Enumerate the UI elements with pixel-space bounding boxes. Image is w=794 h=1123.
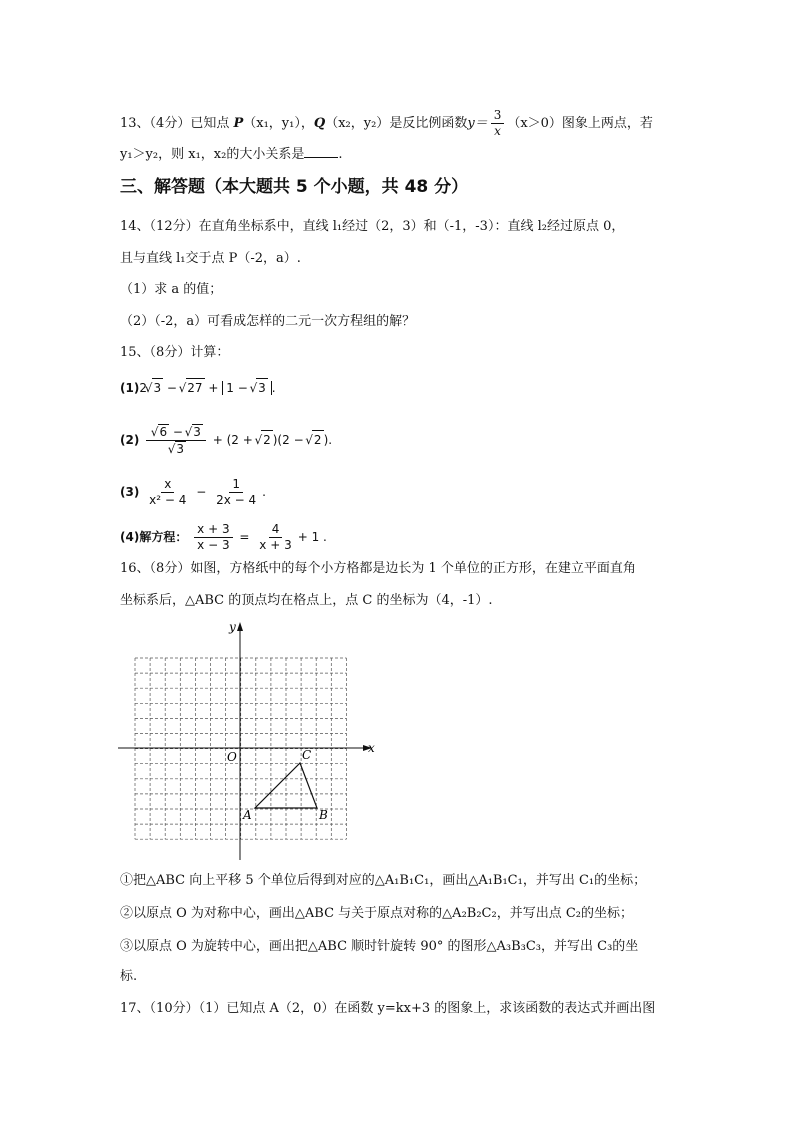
coordinate-grid-svg <box>118 618 378 863</box>
q15-head: 15、（8分）计算： <box>120 345 230 360</box>
section-title: 三、解答题（本大题共 5 个小题，共 48 分） <box>120 177 469 197</box>
x-axis-label: x <box>368 741 375 755</box>
answer-blank <box>304 145 338 158</box>
q15-part4: (4)解方程： $\frac{x + 3}{x - 3}$ = $\frac{4}{x + 3}$ + 1 . <box>120 522 327 552</box>
q13-fraction: $\frac{3}{x}$ <box>491 108 505 139</box>
y-axis-arrow <box>237 622 243 631</box>
absolute-value: 1 − √ 3 <box>222 381 271 395</box>
q16-task3-line2: 标. <box>120 969 138 984</box>
q13-line1: 13、（4分）已知点 P（x₁，y₁），Q（x₂，y₂）是反比例函数y＝ $\frac{3}{x}$ （x＞0）图象上两点，若 <box>120 108 653 138</box>
q16-task1: ①把△ABC 向上平移 5 个单位后得到对应的△A₁B₁C₁，画出△A₁B₁C₁，并写出 C₁的坐标； <box>120 873 647 888</box>
vertex-label-c: C <box>302 748 312 762</box>
vertex-label-b: B <box>319 808 328 822</box>
q17-line1: 17、（10分）（1）已知点 A（2，0）在函数 y=kx+3 的图象上，求该函数的表达式并画出图 <box>120 1001 656 1016</box>
q15-part2: (2) √ 6 − √ 3 √ 3 + (2 + √ 2 )(2 − √ 2 ). <box>120 424 332 457</box>
vertex-label-a: A <box>243 808 252 822</box>
origin-label: O <box>227 750 237 764</box>
q15-p2-fraction: √ 6 − √ 3 √ 3 <box>146 424 206 457</box>
q16-line1: 16、（8分）如图，方格纸中的每个小方格都是边长为 1 个单位的正方形，在建立平面直角 <box>120 561 636 576</box>
y-axis-label: y <box>229 620 236 634</box>
dashed-grid <box>135 658 346 839</box>
q16-task2: ②以原点 O 为对称中心，画出△ABC 与关于原点对称的△A₂B₂C₂，并写出点 C₂的坐标； <box>120 906 633 921</box>
q14-part2: （2）（-2，a）可看成怎样的二元一次方程组的解？ <box>120 314 416 329</box>
q14-part1: （1）求 a 的值； <box>120 282 223 297</box>
q16-line2: 坐标系后，△ABC 的顶点均在格点上，点 C 的坐标为（4，-1）. <box>120 593 493 608</box>
q14-line1: 14、（12分）在直角坐标系中，直线 l₁经过（2，3）和（-1，-3）：直线 l₂经过原点 0， <box>120 219 625 234</box>
coordinate-grid-figure <box>118 618 378 863</box>
q15-part3: (3) $\frac{x}{\text{x² − 4}}$ − $\frac{1}{2x - 4}$ . <box>120 477 266 507</box>
q16-task3-line1: ③以原点 O 为旋转中心，画出把△ABC 顺时针旋转 90° 的图形△A₃B₃C₃，并写出 C₃的坐 <box>120 939 639 954</box>
q14-line2: 且与直线 l₁交于点 P（-2，a）. <box>120 251 301 266</box>
q13-number: 13、（4分） <box>120 116 191 131</box>
q15-part1: (1)2 √ 3 − √ 27 + 1 − √ 3 . <box>120 378 276 397</box>
q13-line2: y₁＞y₂，则 x₁，x₂的大小关系是 . <box>120 147 343 162</box>
